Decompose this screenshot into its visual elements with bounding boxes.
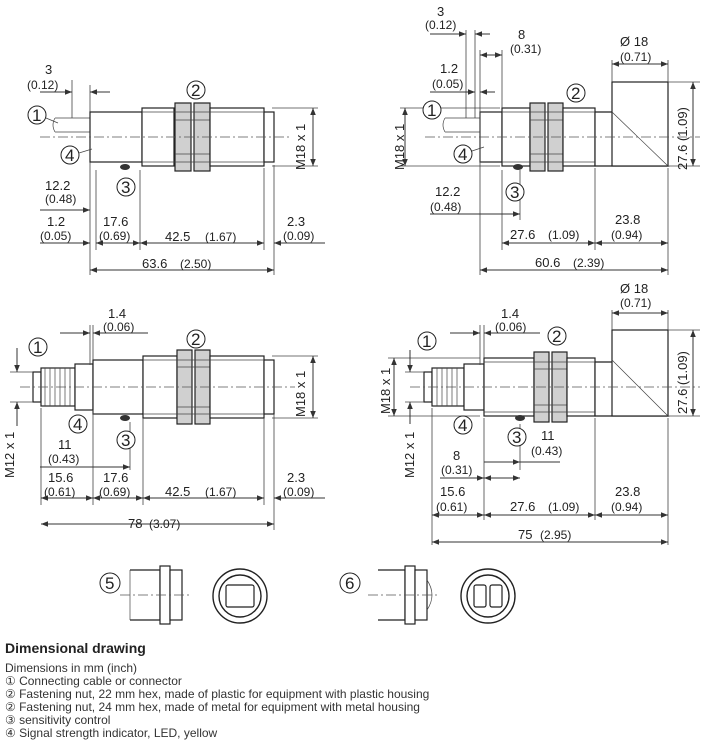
dim-2-3-inch: (0.09): [283, 485, 315, 499]
dim-27-6: 27.6: [510, 227, 536, 242]
thread-m18: M18 x 1: [293, 370, 308, 417]
callout-3: 3: [121, 431, 131, 450]
dim-3: 3: [437, 4, 445, 19]
dim-23-8-inch: (0.94): [611, 500, 643, 514]
caption-line: ② Fastening nut, 24 mm hex, made of metal for equipment with metal housing: [5, 700, 420, 714]
dim-75: 75: [518, 527, 533, 542]
caption: [5, 640, 705, 740]
dim-11-inch: (0.43): [531, 444, 563, 458]
thread-m12: M12 x 1: [2, 431, 17, 478]
callout-5: 5: [105, 574, 115, 593]
dim-3-inch: (0.12): [425, 18, 457, 32]
dim-3-inch: (0.12): [27, 78, 59, 92]
dim-42-5-inch: (1.67): [205, 485, 237, 499]
dim-1-2-inch: (0.05): [432, 77, 464, 91]
sensor-body-shape: [20, 350, 295, 424]
dim-dia-18-inch: (0.71): [620, 50, 652, 64]
dim-12-2: 12.2: [45, 178, 71, 193]
dim-2-3: 2.3: [287, 214, 306, 229]
dim-15-6: 15.6: [48, 470, 74, 485]
dim-1-4: 1.4: [108, 306, 127, 321]
dim-1-2: 1.2: [440, 61, 459, 76]
dim-1-2: 1.2: [47, 214, 66, 229]
dim-23-8: 23.8: [615, 484, 641, 499]
dim-60-6: 60.6: [535, 255, 561, 270]
callout-1: 1: [422, 332, 432, 351]
callout-1: 1: [427, 101, 437, 120]
callout-2: 2: [191, 330, 201, 349]
dim-17-6: 17.6: [103, 470, 129, 485]
callout-4: 4: [73, 415, 83, 434]
dim-1-4: 1.4: [501, 306, 520, 321]
dim-2-3: 2.3: [287, 470, 306, 485]
dim-1-4-inch: (0.06): [495, 320, 527, 334]
dim-42-5: 42.5: [165, 484, 191, 499]
dim-1-4-inch: (0.06): [103, 320, 135, 334]
dim-8: 8: [518, 27, 526, 42]
thread-m18: M18 x 1: [378, 367, 393, 414]
dim-60-6-inch: (2.39): [573, 256, 605, 270]
detail-5: [100, 566, 267, 624]
dim-8-inch: (0.31): [510, 42, 542, 56]
dim-15-6-inch: (0.61): [436, 500, 468, 514]
view-top-left: [27, 62, 325, 275]
dim-dia-18-inch: (0.71): [620, 296, 652, 310]
callout-2: 2: [191, 81, 201, 100]
callout-1: 1: [32, 106, 42, 125]
callout-3: 3: [510, 183, 520, 202]
dim-27-6-vertical: 27.6 (1.09): [675, 107, 690, 170]
dim-8-inch: (0.31): [441, 463, 473, 477]
callout-4: 4: [65, 146, 75, 165]
dim-17-6-inch: (0.69): [99, 485, 131, 499]
dim-15-6-inch: (0.61): [44, 485, 76, 499]
view-bottom-right: [378, 281, 700, 545]
callout-4: 4: [458, 145, 468, 164]
thread-m18: M18 x 1: [293, 123, 308, 170]
dim-23-8: 23.8: [615, 212, 641, 227]
dim-23-8-inch: (0.94): [611, 228, 643, 242]
dim-15-6: 15.6: [440, 484, 466, 499]
dim-12-2-inch: (0.48): [430, 200, 462, 214]
dim-42-5-inch: (1.67): [205, 230, 237, 244]
caption-line: ② Fastening nut, 22 mm hex, made of plastic for equipment with plastic housing: [5, 687, 430, 701]
dim-8: 8: [453, 448, 461, 463]
detail-6: [340, 566, 515, 624]
callout-2: 2: [571, 84, 581, 103]
callout-3: 3: [512, 428, 522, 447]
view-top-right: [392, 4, 700, 275]
dim-3: 3: [45, 62, 53, 77]
thread-m18: M18 x 1: [392, 123, 407, 170]
caption-line: Dimensions in mm (inch): [5, 661, 138, 675]
view-bottom-left: [2, 306, 325, 531]
dim-78-inch: (3.07): [149, 517, 181, 531]
caption-line: ④ Signal strength indicator, LED, yellow: [5, 726, 218, 740]
dim-2-3-inch: (0.09): [283, 229, 315, 243]
dim-27-6-inch: (1.09): [548, 500, 580, 514]
dim-12-2-inch: (0.48): [45, 192, 77, 206]
thread-m12: M12 x 1: [402, 431, 417, 478]
callout-2: 2: [552, 327, 562, 346]
callout-6: 6: [345, 574, 355, 593]
caption-title: Dimensional drawing: [5, 640, 146, 656]
dim-42-5: 42.5: [165, 229, 191, 244]
callout-4: 4: [458, 416, 468, 435]
dim-dia-18: Ø 18: [620, 34, 649, 49]
dim-11: 11: [541, 428, 555, 443]
dim-11: 11: [58, 437, 72, 452]
dim-78: 78: [128, 516, 143, 531]
dim-dia-18: Ø 18: [620, 281, 649, 296]
callout-1: 1: [33, 338, 43, 357]
dim-75-inch: (2.95): [540, 528, 572, 542]
dim-27-6-inch: (1.09): [548, 228, 580, 242]
dim-27-6: 27.6: [510, 499, 536, 514]
dim-63-6: 63.6: [142, 256, 168, 271]
caption-line: ③ sensitivity control: [5, 713, 111, 727]
dim-12-2: 12.2: [435, 184, 461, 199]
dim-17-6: 17.6: [103, 214, 129, 229]
caption-line: ① Connecting cable or connector: [5, 674, 182, 688]
dim-1-2-inch: (0.05): [40, 229, 72, 243]
dim-27-6-vertical: 27.6 (1.09): [675, 351, 690, 414]
callout-3: 3: [121, 178, 131, 197]
dim-63-6-inch: (2.50): [180, 257, 212, 271]
dim-17-6-inch: (0.69): [99, 229, 131, 243]
dim-11-inch: (0.43): [48, 452, 80, 466]
